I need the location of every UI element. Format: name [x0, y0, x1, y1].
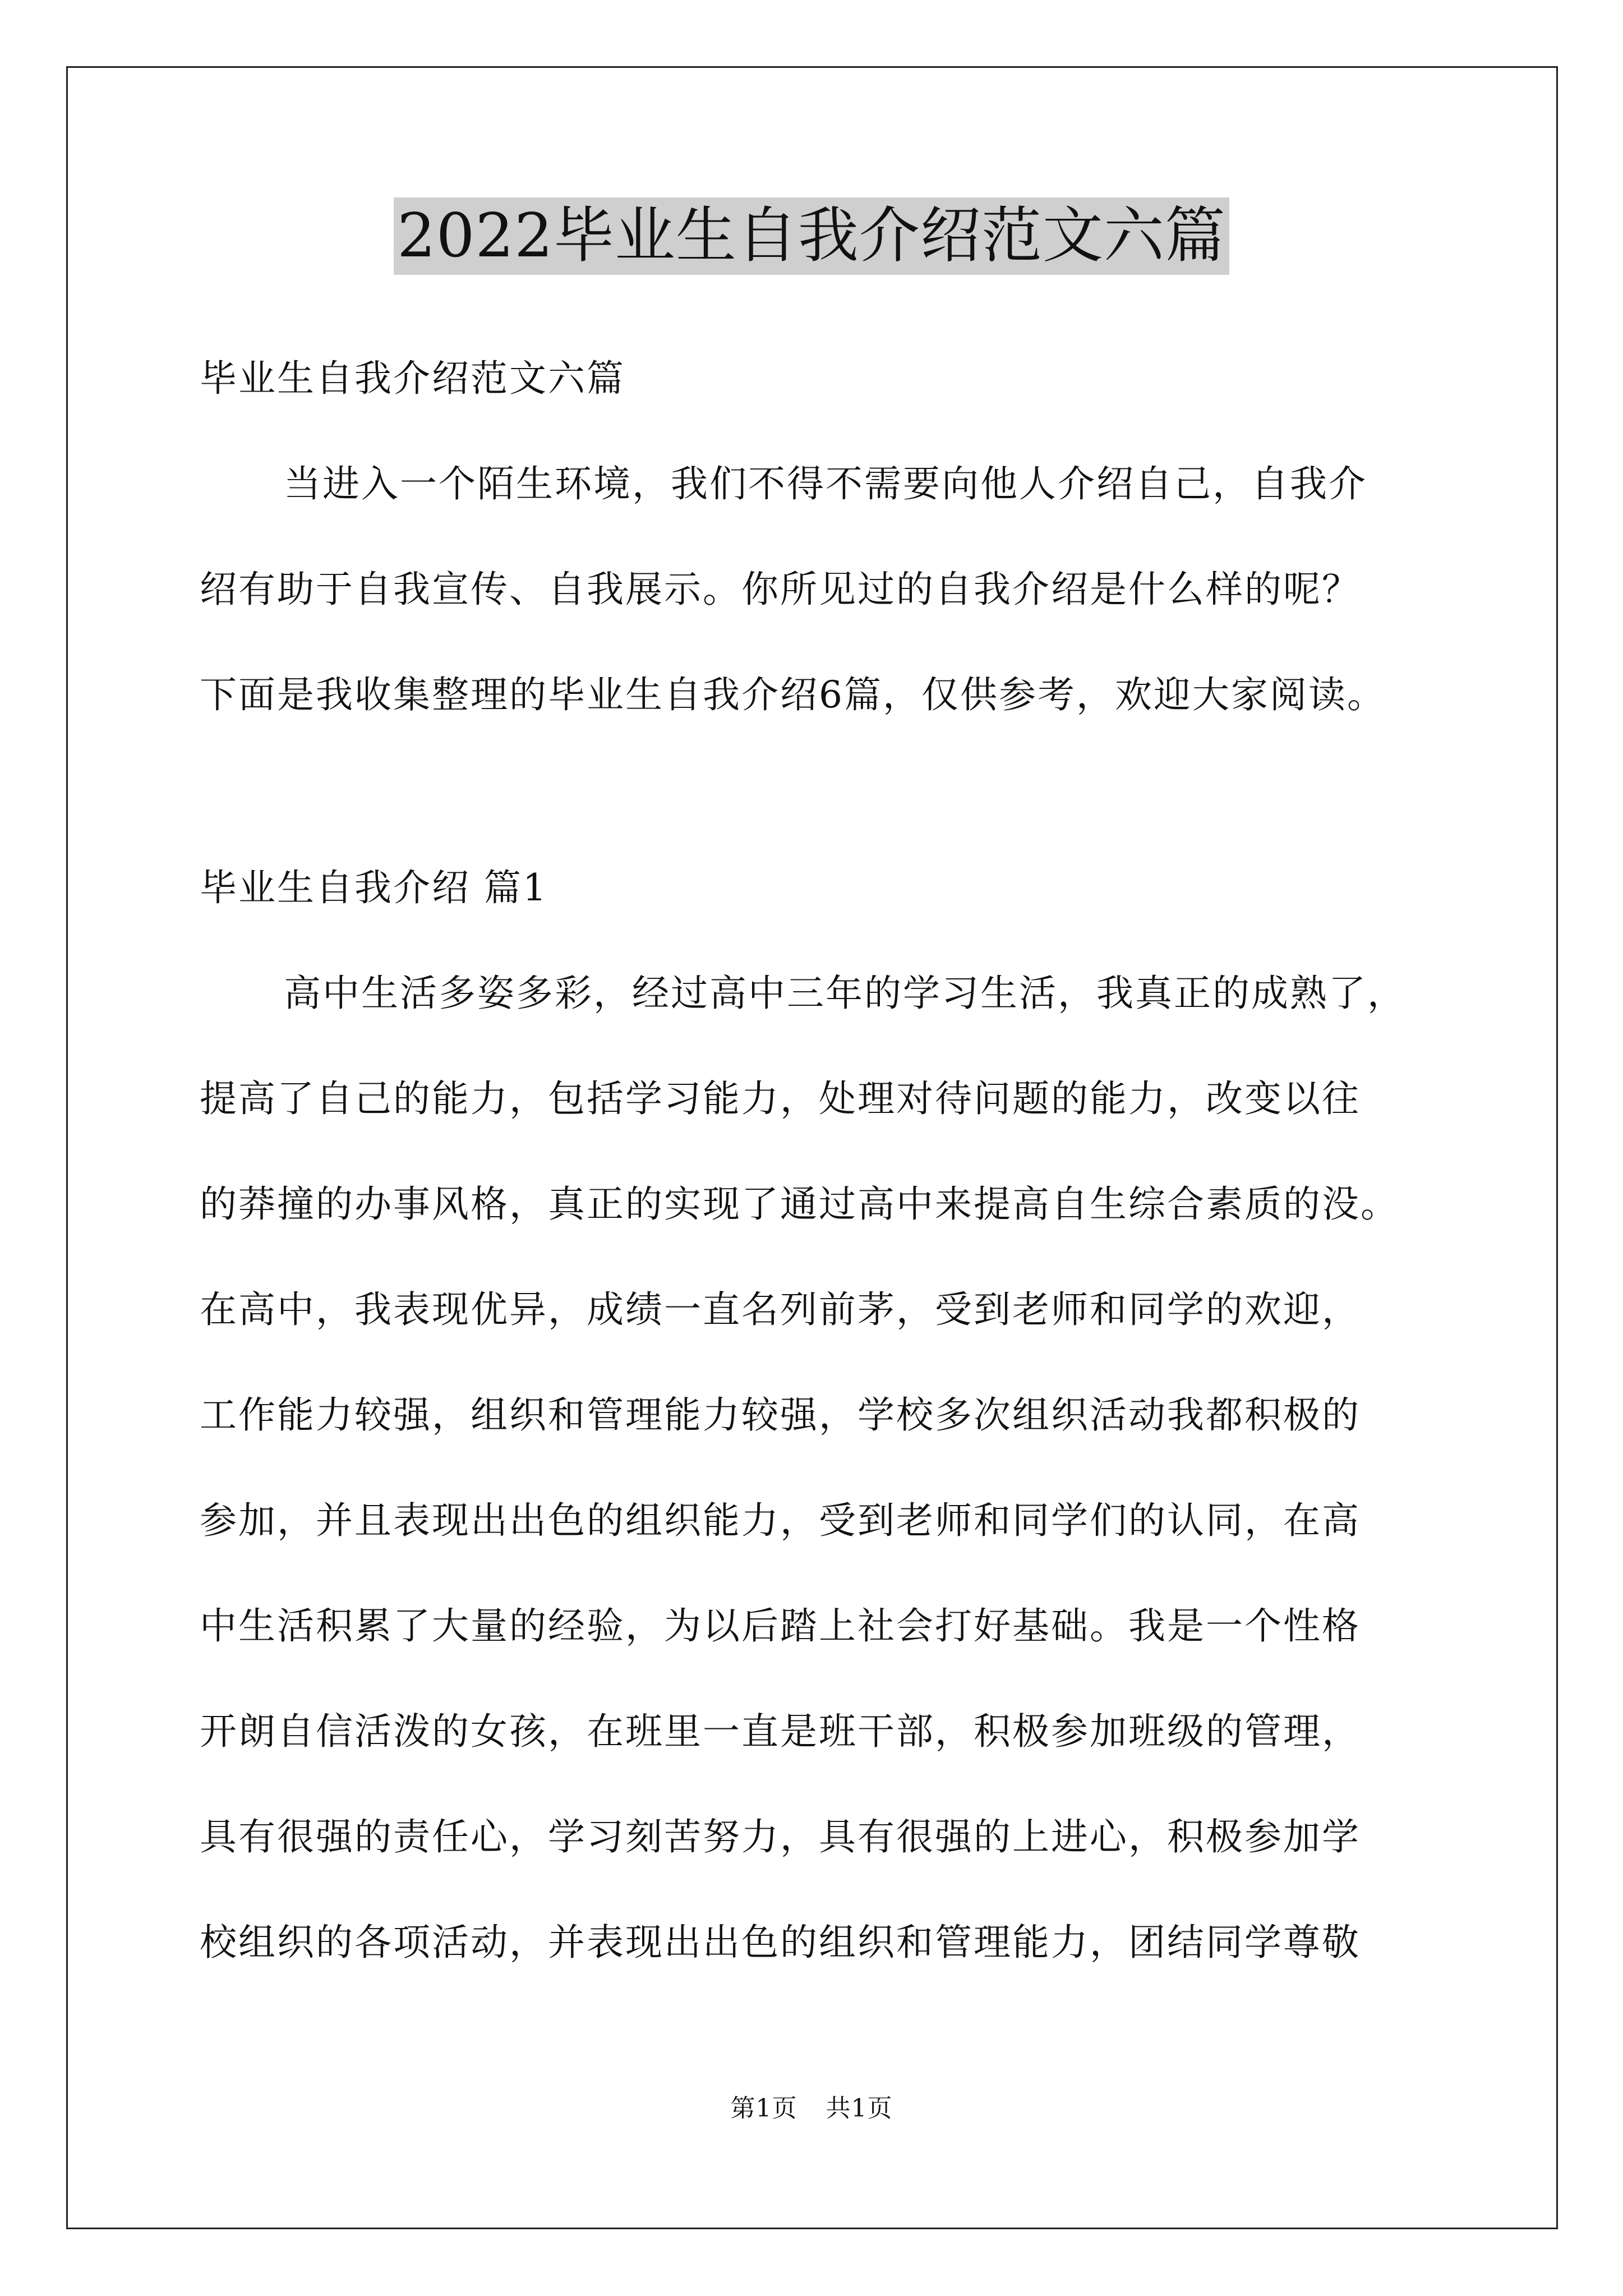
page-footer [0, 2088, 1623, 2124]
title-area [0, 197, 1623, 275]
section-heading: 毕业生自我介绍 篇1 [200, 866, 548, 909]
document-title: 2022毕业生自我介绍范文六篇 [394, 197, 1229, 275]
document-subtitle: 毕业生自我介绍范文六篇 [200, 357, 625, 400]
page-total: 共1页 [826, 2094, 893, 2123]
section-line: 具有很强的责任心，学习刻苦努力，具有很强的上进心，积极参加学 [200, 1815, 1361, 1858]
page-number: 第1页 [730, 2094, 797, 2123]
section-line: 校组织的各项活动，并表现出出色的组织和管理能力，团结同学尊敬 [200, 1921, 1361, 1964]
document-body [200, 342, 1490, 2012]
section-line: 在高中，我表现优异，成绩一直名列前茅，受到老师和同学的欢迎， [200, 1288, 1361, 1331]
section-line: 中生活积累了大量的经验，为以后踏上社会打好基础。我是一个性格 [200, 1604, 1361, 1648]
section-line: 提高了自己的能力，包括学习能力，处理对待问题的能力，改变以往 [200, 1077, 1361, 1120]
section-line: 高中生活多姿多彩，经过高中三年的学习生活，我真正的成熟了， [284, 972, 1406, 1015]
section-line: 的莽撞的办事风格，真正的实现了通过高中来提高自生综合素质的没。 [200, 1182, 1399, 1226]
paragraph-gap [200, 764, 1490, 852]
section-line: 工作能力较强，组织和管理能力较强，学校多次组织活动我都积极的 [200, 1393, 1361, 1437]
section-line: 开朗自信活泼的女孩，在班里一直是班干部，积极参加班级的管理， [200, 1710, 1361, 1753]
intro-line: 绍有助于自我宣传、自我展示。你所见过的自我介绍是什么样的呢？ [200, 568, 1361, 611]
intro-line: 下面是我收集整理的毕业生自我介绍6篇，仅供参考，欢迎大家阅读。 [200, 673, 1386, 716]
section-line: 参加，并且表现出出色的组织能力，受到老师和同学们的认同，在高 [200, 1499, 1361, 1542]
intro-line: 当进入一个陌生环境，我们不得不需要向他人介绍自己，自我介 [284, 462, 1367, 505]
